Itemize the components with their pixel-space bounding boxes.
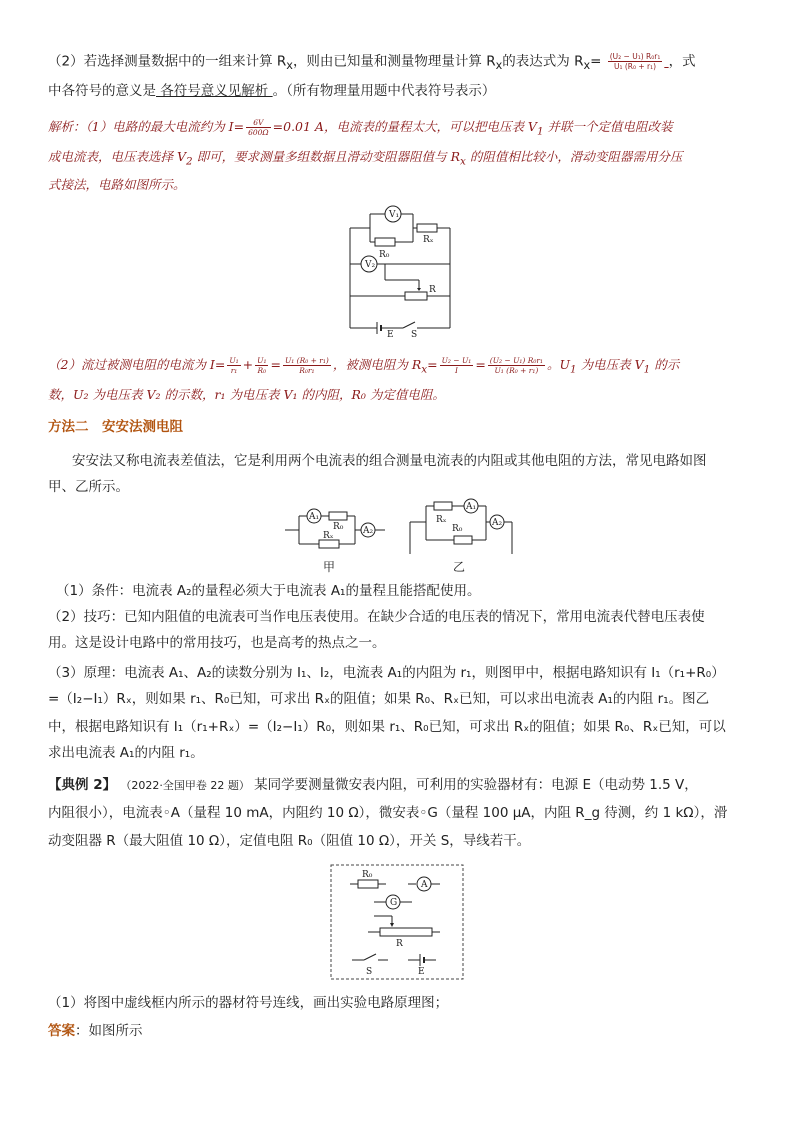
formula-fraction — [608, 52, 663, 71]
label-a1: A₁ — [466, 502, 477, 512]
condition-2b: 用。这是设计电路中的常用技巧，也是高考的热点之一。 — [48, 635, 386, 651]
text: 成电流表，电压表选择 V — [48, 149, 187, 164]
sub: x — [460, 155, 466, 168]
resistor-rx-icon — [319, 540, 339, 548]
example-source: （2022·全国甲卷 22 题） — [120, 779, 250, 792]
label-g: G — [390, 898, 398, 908]
condition-1: （1）条件：电流表 A₂的量程必须大于电流表 A₁的量程且能搭配使用。 — [56, 583, 481, 599]
text: 中各符号的意义是 — [48, 83, 156, 99]
principle-3d: 求出电流表 A₁的内阻 r₁。 — [48, 745, 204, 761]
sub: 1 — [570, 363, 577, 376]
circuit-diagram-jia — [285, 502, 385, 562]
denominator: I — [454, 366, 458, 375]
answer-label: 答案 — [48, 1023, 75, 1039]
example2-line1 — [48, 776, 698, 795]
text: 式接法，电路如图所示。 — [48, 177, 186, 192]
resistor-r0-icon — [375, 238, 395, 246]
numerator: U₁ (R₀ + r₁) — [284, 356, 329, 365]
answer-blank-meaning: 各符号意义见解析 — [156, 83, 273, 99]
text: = — [270, 357, 281, 372]
text: 某同学要测量微安表内阻，可利用的实验器材有：电源 E（电动势 1.5 V， — [254, 777, 698, 793]
text: = — [590, 53, 602, 70]
resistor-rx-icon — [434, 502, 452, 510]
sub: 1 — [536, 125, 544, 138]
rheostat-r-icon — [380, 928, 432, 936]
text: 。U — [547, 357, 571, 372]
text: （2）流过被测电阻的电流为 I= — [48, 357, 226, 372]
text: （2）若选择测量数据中的一组来计算 R — [48, 53, 287, 70]
label-s: S — [366, 967, 373, 977]
label-e: E — [418, 967, 425, 977]
answer-text: ：如图所示 — [75, 1023, 143, 1039]
analysis2-line1: （2）流过被测电阻的电流为 I= $\frac{\text{U₁}}{\text{r₁}}$ + $\frac{\text{U₁}}{\text{R₀}}$ = $\frac{\text{U₁ (R₀ + r₁)}}{\text{R₀r₁}}$ ，被测电阻为 $R_x=$ $\frac{\text{U₂ − U₁}}{I}$ = $\frac{\text{(U₂ − U₁) R₀r₁}}{\text{U₁ (R₀ + r₁)}}$ 。$U_1$ 为电压表 $V_1$ 的示 — [48, 356, 680, 376]
numerator: U₁ — [229, 356, 239, 365]
method2-heading: 方法二 安安法测电阻 — [48, 419, 183, 435]
answer-blank-formula — [606, 54, 669, 70]
text: 为电压表 V — [576, 357, 644, 372]
label-rx: Rₓ — [323, 531, 334, 541]
fraction — [488, 356, 545, 375]
numerator: U₂ − U₁ — [441, 356, 472, 365]
label-r0: R₀ — [379, 250, 390, 260]
numerator: 6V — [246, 118, 271, 128]
analysis-line1 — [48, 118, 673, 141]
analysis-line2 — [48, 148, 682, 171]
principle-3a: （3）原理：电流表 A₁、A₂的读数分别为 I₁、I₂，电流表 A₁的内阻为 r₁，则图甲中，根据电路知识有 I₁（r₁+R₀） — [48, 665, 725, 681]
answer-line — [48, 1022, 143, 1040]
numerator: (U₂ − U₁) R₀r₁ — [489, 356, 543, 365]
question-part2-line2 — [48, 82, 495, 100]
label-a2: A₂ — [492, 518, 503, 528]
resistor-r0-icon — [454, 536, 472, 544]
label-r0: R₀ — [333, 522, 344, 532]
resistor-r0-icon — [329, 512, 347, 520]
denominator: r₁ — [230, 366, 238, 375]
label-s: S — [411, 330, 418, 340]
label-v1: V₁ — [389, 210, 400, 220]
text: ，被测电阻为 R — [332, 357, 422, 372]
fraction — [440, 356, 474, 375]
numerator: (U₂ − U₁) R₀r₁ — [609, 52, 661, 61]
current-fraction — [246, 118, 271, 137]
denominator: U₁ (R₀ + r₁) — [494, 366, 539, 375]
sub: 1 — [643, 363, 651, 376]
text: 。（所有物理量用题中代表符号表示） — [272, 83, 496, 99]
circuit-diagram-voltmeters — [345, 200, 455, 340]
question-part2-line1 — [48, 52, 696, 75]
text: 即可，要求测量多组数据且滑动变阻器阻值与 R — [192, 149, 460, 164]
example-tag: 【典例 2】 — [48, 777, 117, 793]
rheostat-r-icon — [405, 292, 427, 300]
sub: x — [286, 59, 293, 73]
analysis2-line2 — [48, 386, 445, 404]
text: 解析：（1）电路的最大电流约为 I= — [48, 119, 245, 134]
numerator: U₁ — [257, 356, 267, 365]
label-a: A — [421, 880, 428, 890]
label-a2: A₂ — [363, 526, 374, 536]
text: + — [242, 357, 254, 372]
text: 并联一个定值电阻改装 — [543, 119, 673, 134]
text: ，式 — [668, 53, 696, 70]
figure-label-jia: 甲 — [323, 560, 336, 574]
label-r: R — [429, 285, 436, 295]
text: 的示 — [650, 357, 680, 372]
figure-label-yi: 乙 — [453, 560, 466, 574]
principle-3c: 中，根据电路知识有 I₁（r₁+Rₓ）=（I₂−I₁）R₀，则如果 r₁、R₀已知，可求出 Rₓ的阻值；如果 R₀、Rₓ已知，可以 — [48, 719, 726, 735]
sub: 2 — [186, 155, 193, 168]
fraction — [283, 356, 331, 375]
example2-question1: （1）将图中虚线框内所示的器材符号连线，画出实验电路原理图； — [48, 995, 449, 1011]
label-rx: Rₓ — [423, 235, 434, 245]
denominator: R₀r₁ — [299, 366, 315, 375]
example2-line3: 动变阻器 R（最大阻值 10 Ω），定值电阻 R₀（阻值 10 Ω），开关 S，导线若干。 — [48, 833, 531, 849]
label-e: E — [387, 330, 394, 340]
text: 的表达式为 R — [502, 53, 584, 70]
label-rx: Rₓ — [436, 515, 447, 525]
sub: x — [421, 363, 428, 376]
fraction — [255, 356, 268, 375]
denominator: R₀ — [257, 366, 267, 375]
sub: x — [583, 59, 591, 73]
analysis-line3 — [48, 176, 186, 194]
label-r0: R₀ — [362, 870, 373, 880]
denominator: U₁ (R₀ + r₁) — [613, 62, 657, 71]
method2-para1: 安安法又称电流表差值法，它是利用两个电流表的组合测量电流表的内阻或其他电阻的方法，常见电路如图 — [72, 453, 707, 469]
text: =0.01 A，电流表的量程太大，可以把电压表 V — [272, 119, 537, 134]
example2-line2: 内阻很小），电流表◦A（量程 10 mA，内阻约 10 Ω），微安表◦G（量程 100 μA，内阻 R_g 待测，约 1 kΩ），滑 — [48, 805, 728, 821]
label-a1: A₁ — [309, 512, 320, 522]
equipment-box-diagram — [330, 864, 464, 980]
method2-para2: 甲、乙所示。 — [48, 479, 129, 495]
label-r0: R₀ — [452, 524, 463, 534]
label-r: R — [396, 939, 403, 949]
resistor-r0-icon — [358, 880, 378, 888]
fraction — [227, 356, 240, 375]
sub: x — [495, 59, 503, 73]
label-v2: V₂ — [365, 260, 376, 270]
text: 的阻值相比较小，滑动变阻器需用分压 — [465, 149, 683, 164]
principle-3b: =（I₂−I₁）Rₓ，则如果 r₁、R₀已知，可求出 Rₓ的阻值；如果 R₀、Rₓ已知，可以求出电流表 A₁的内阻 r₁。图乙 — [48, 691, 710, 707]
text: ，则由已知量和测量物理量计算 R — [292, 53, 496, 70]
denominator: 600Ω — [248, 128, 269, 137]
condition-2a: （2）技巧：已知内阻值的电流表可当作电压表使用。在缺少合适的电压表的情况下，常用电流表代替电压表使 — [48, 609, 705, 625]
text: 数，U₂ 为电压表 V₂ 的示数，r₁ 为电压表 V₁ 的内阻，R₀ 为定值电阻。 — [48, 387, 445, 402]
circuit-diagram-yi — [408, 500, 518, 556]
resistor-rx-icon — [417, 224, 437, 232]
